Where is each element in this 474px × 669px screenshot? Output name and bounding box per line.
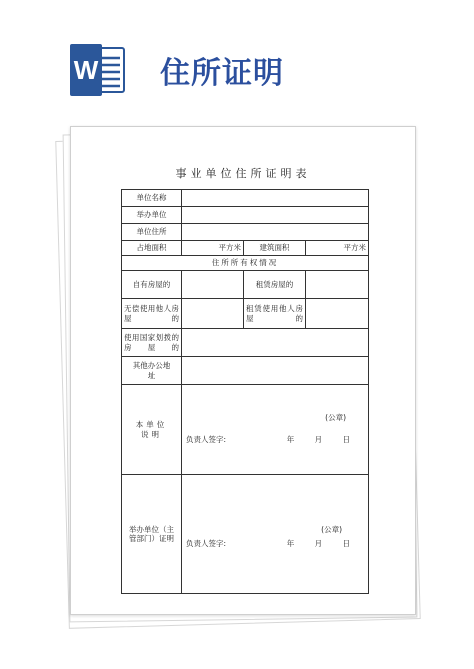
table-row (122, 241, 369, 256)
year-label: 年 (286, 539, 295, 548)
building-area-label: 建筑面积 (244, 241, 306, 256)
rented-house-label: 租赁房屋的 (244, 271, 306, 299)
month-label: 月 (314, 539, 323, 548)
owned-house-label: 自有房屋的 (122, 271, 182, 299)
state-allocated-field[interactable] (182, 329, 369, 357)
date-fields (287, 539, 350, 548)
unit-address-field[interactable] (182, 224, 369, 241)
ownership-section-heading: 住所所有权情况 (122, 256, 369, 271)
seal-label: (公章) (325, 413, 347, 422)
word-icon (70, 44, 126, 96)
free-use-field[interactable] (182, 299, 244, 329)
unit-explain-label: 本单位说明 (122, 385, 182, 475)
free-use-label: 无偿使用他人房屋的 (122, 299, 182, 329)
table-row (122, 475, 369, 594)
form-title: 事业单位住所证明表 (175, 167, 311, 180)
document-page (70, 126, 416, 615)
svg-text:W: W (73, 55, 99, 85)
owned-house-field[interactable] (182, 271, 244, 299)
other-office-field[interactable] (182, 357, 369, 385)
date-fields (287, 435, 350, 444)
unit-name-field[interactable] (182, 190, 369, 207)
sponsor-unit-field[interactable] (182, 207, 369, 224)
building-area-unit: 平方米 (306, 241, 369, 256)
table-row (122, 256, 369, 271)
month-label: 月 (314, 435, 323, 444)
other-office-label: 其他办公地址 (122, 357, 182, 385)
floor-area-unit: 平方米 (182, 241, 244, 256)
year-label: 年 (286, 435, 295, 444)
day-label: 日 (342, 435, 351, 444)
header (0, 0, 474, 110)
sponsor-proof-label: 举办单位（主管部门）证明 (122, 475, 182, 594)
table-row (122, 271, 369, 299)
unit-address-label: 单位住所 (122, 224, 182, 241)
rent-other-label: 租赁使用他人房屋的 (244, 299, 306, 329)
table-row (122, 357, 369, 385)
sponsor-proof-field[interactable] (182, 475, 369, 594)
rent-other-field[interactable] (306, 299, 369, 329)
signature-label: 负责人签字: (186, 435, 227, 444)
table-row (122, 224, 369, 241)
table-row (122, 190, 369, 207)
seal-label: (公章) (321, 525, 343, 534)
floor-area-label: 占地面积 (122, 241, 182, 256)
table-row (122, 299, 369, 329)
rented-house-field[interactable] (306, 271, 369, 299)
unit-name-label: 单位名称 (122, 190, 182, 207)
table-row (122, 329, 369, 357)
residence-proof-table (121, 189, 369, 594)
signature-label: 负责人签字: (186, 539, 227, 548)
document-title: 住所证明 (160, 56, 284, 91)
state-allocated-label: 使用国家划拨的房屋的 (122, 329, 182, 357)
unit-explain-field[interactable] (182, 385, 369, 475)
day-label: 日 (342, 539, 351, 548)
sponsor-unit-label: 举办单位 (122, 207, 182, 224)
table-row (122, 385, 369, 475)
table-row (122, 207, 369, 224)
